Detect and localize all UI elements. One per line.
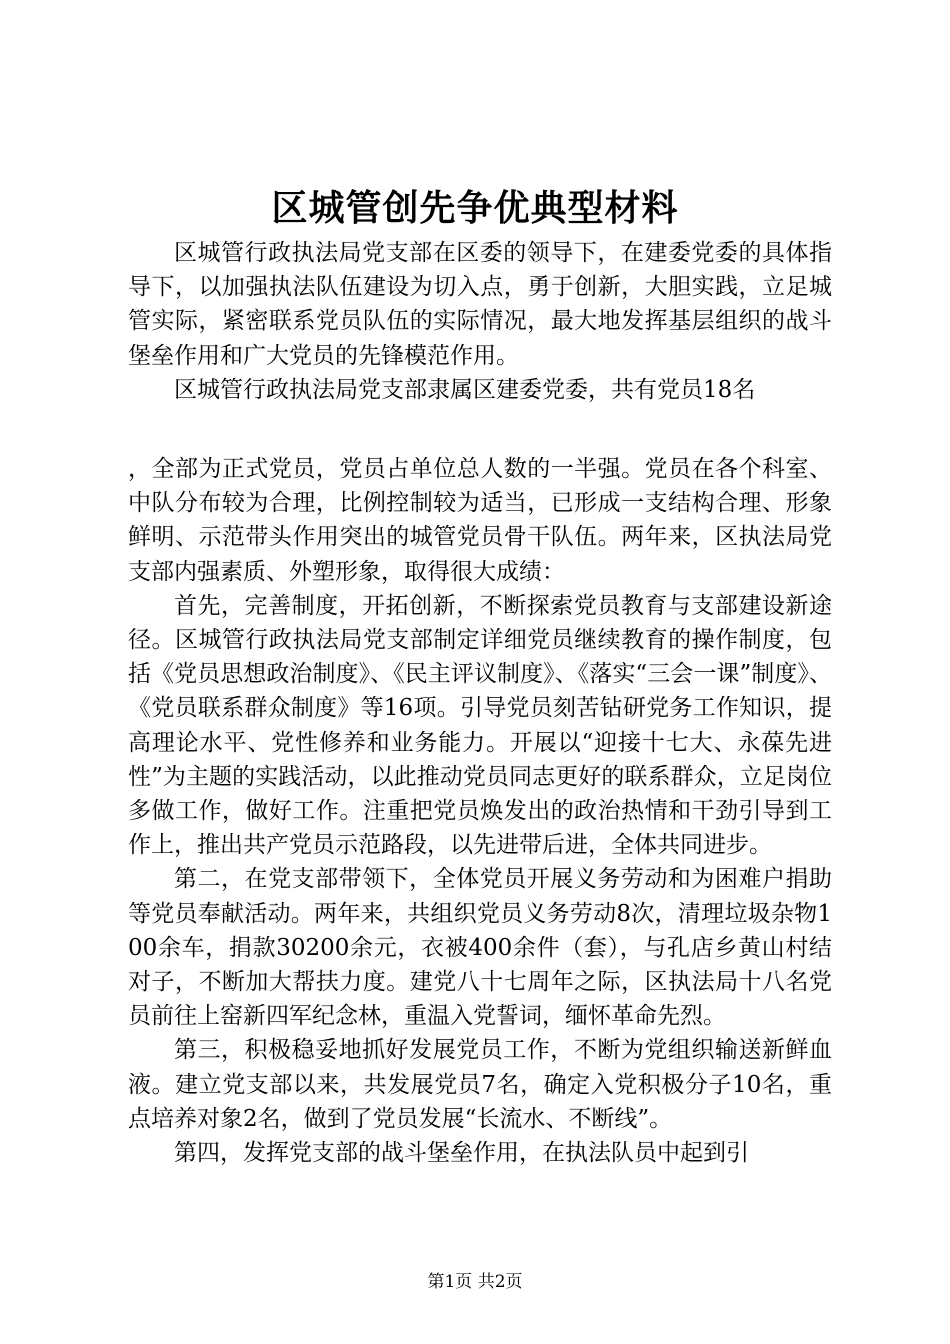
- paragraph-third-point: 第三，积极稳妥地抓好发展党员工作，不断为党组织输送新鲜血液。建立党支部以来，共发展党员7名，确定入党积极分子10名，重点培养对象2名，做到了党员发展“长流水、不断线”。: [128, 1037, 832, 1132]
- paragraph-membership: 区城管行政执法局党支部隶属区建委党委，共有党员18名: [174, 376, 756, 403]
- paragraph-membership-continued: ，全部为正式党员，党员占单位总人数的一半强。党员在各个科室、中队分布较为合理，比例控制较为适当，已形成一支结构合理、形象鲜明、示范带头作用突出的城管党员骨干队伍。两年来，区执法局党支部内强素质、外塑形象，取得很大成绩：: [128, 456, 832, 585]
- document-title: 区城管创先争优典型材料: [271, 187, 679, 229]
- document-body: [128, 236, 832, 1170]
- paragraph-second-point: 第二，在党支部带领下，全体党员开展义务劳动和为困难户捐助等党员奉献活动。两年来，共组织党员义务劳动8次，清理垃圾杂物100余车，捐款30200余元，衣被400余件（套），与孔店乡黄山村结对子，不断加大帮扶力度。建党八十七周年之际，区执法局十八名党员前往上窑新四军纪念林，重温入党誓词，缅怀革命先烈。: [128, 866, 832, 1030]
- paragraph-intro: 区城管行政执法局党支部在区委的领导下，在建委党委的具体指导下，以加强执法队伍建设为切入点，勇于创新，大胆实践，立足城管实际，紧密联系党员队伍的实际情况，最大地发挥基层组织的战斗堡垒作用和广大党员的先锋模范作用。: [128, 240, 832, 369]
- page-footer: 第1页 共2页: [427, 1272, 523, 1292]
- paragraph-first-point: 首先，完善制度，开拓创新，不断探索党员教育与支部建设新途径。区城管行政执法局党支部制定详细党员继续教育的操作制度，包括《党员思想政治制度》、《民主评议制度》、《落实“三会一课”制度》、《党员联系群众制度》等16项。引导党员刻苦钻研党务工作知识，提高理论水平、党性修养和业务能力。开展以“迎接十七大、永葆先进性”为主题的实践活动，以此推动党员同志更好的联系群众，立足岗位多做工作，做好工作。注重把党员焕发出的政治热情和干劲引导到工作上，推出共产党员示范路段，以先进带后进，全体共同进步。: [128, 592, 832, 859]
- paragraph-fourth-point: 第四，发挥党支部的战斗堡垒作用，在执法队员中起到引: [174, 1140, 749, 1167]
